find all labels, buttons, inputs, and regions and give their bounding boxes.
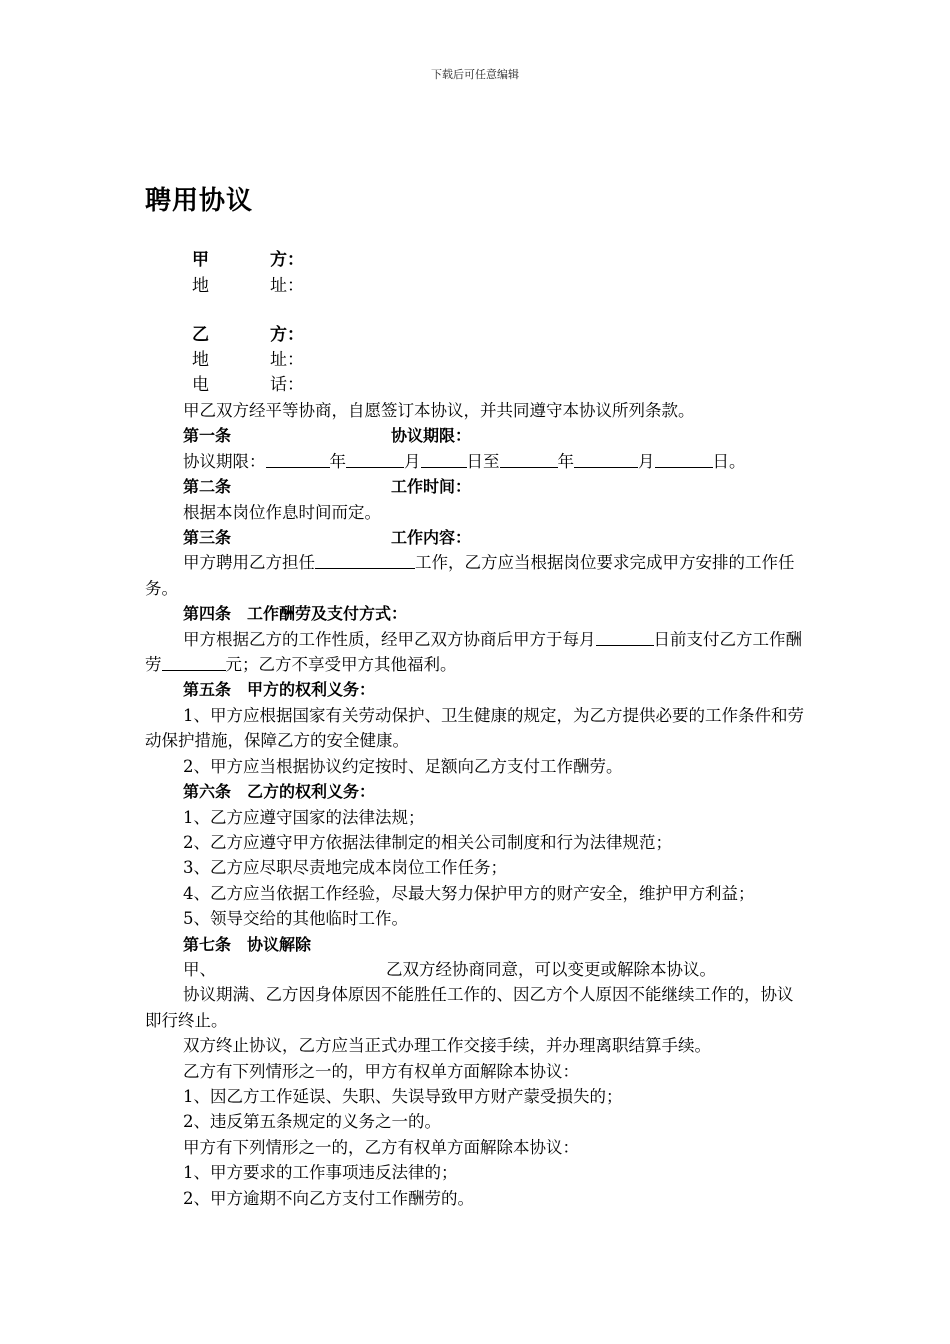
article-7-para-1: [145, 957, 807, 982]
month-label-2: 月: [638, 451, 655, 471]
agreement-body: [145, 398, 807, 1211]
article-3-text: [145, 550, 807, 601]
start-month-blank: [346, 449, 404, 468]
article-6-item-5: 5、领导交给的其他临时工作。: [183, 909, 408, 929]
article-7-para-8: 1、甲方要求的工作事项违反法律的；: [183, 1163, 458, 1183]
article-7-para-1-b: 乙双方经协商同意，可以变更或解除本协议。: [386, 959, 716, 979]
article-1-number: 第一条: [183, 426, 232, 446]
article-6-heading: 第六条 乙方的权利义务：: [183, 782, 376, 802]
party-b-label-1: 乙: [192, 325, 209, 345]
article-5-item-2: 2、甲方应当根据协议约定按时、足额向乙方支付工作酬劳。: [183, 756, 623, 776]
position-blank: [315, 550, 415, 569]
year-label: 年: [329, 451, 346, 471]
article-2-text: 根据本岗位作息时间而定。: [183, 502, 381, 522]
article-6-item-3: 3、乙方应尽职尽责地完成本岗位工作任务；: [183, 858, 507, 878]
intro-paragraph: 甲乙双方经平等协商，自愿签订本协议，并共同遵守本协议所列条款。: [183, 401, 695, 420]
article-7-para-2: 协议期满、乙方因身体原因不能胜任工作的、因乙方个人原因不能继续工作的，协议即行终止。: [145, 985, 794, 1030]
day-to-label: 日至: [466, 451, 500, 471]
article-7-para-6: 2、违反第五条规定的义务之一的。: [183, 1112, 441, 1132]
month-label: 月: [404, 451, 421, 471]
article-4-heading: 第四条 工作酬劳及支付方式：: [183, 604, 408, 624]
year-label-2: 年: [557, 451, 574, 471]
party-b-address-line: [192, 348, 304, 373]
end-month-blank: [574, 449, 638, 468]
pay-amount-blank: [162, 652, 226, 671]
party-a-address-line: [192, 274, 304, 299]
article-5-heading: 第五条 甲方的权利义务：: [183, 680, 376, 700]
article-2-heading: [145, 474, 807, 499]
article-7-para-9: 2、甲方逾期不向乙方支付工作酬劳的。: [183, 1188, 474, 1208]
article-4-text-a: 甲方根据乙方的工作性质，经甲乙双方协商后甲方于每月: [183, 629, 596, 649]
article-6-item-2: 2、乙方应遵守甲方依据法律制定的相关公司制度和行为法律规范；: [183, 832, 672, 852]
party-b-phone-label-2: 话：: [270, 375, 304, 395]
article-3-text-a: 甲方聘用乙方担任: [183, 553, 315, 573]
party-b-line: [192, 323, 304, 348]
start-year-blank: [266, 449, 330, 468]
article-7-para-1-a: 甲、: [183, 959, 216, 979]
article-7-heading: 第七条 协议解除: [183, 934, 312, 954]
article-7-para-5: 1、因乙方工作延误、失职、失误导致甲方财产蒙受损失的；: [183, 1086, 623, 1106]
party-b-address-label-2: 址：: [270, 350, 304, 370]
article-3-heading: [145, 525, 807, 550]
article-1-heading: [145, 423, 807, 448]
article-4-text-c: 元；乙方不享受甲方其他福利。: [225, 655, 457, 675]
article-3-number: 第三条: [183, 528, 232, 548]
party-a-label-1: 甲: [192, 250, 209, 270]
article-4-text-b: 日前支付乙方工作酬劳: [145, 629, 802, 675]
party-a-line: [192, 248, 304, 273]
article-7-para-7: 甲方有下列情形之一的，乙方有权单方面解除本协议：: [183, 1137, 579, 1157]
article-7-para-4: 乙方有下列情形之一的，甲方有权单方面解除本协议：: [183, 1061, 579, 1081]
top-note: 下载后可任意编辑: [431, 68, 519, 81]
end-year-blank: [500, 449, 558, 468]
party-a-address-label-1: 地: [192, 276, 209, 296]
article-6-item-4: 4、乙方应当依据工作经验，尽最大努力保护甲方的财产安全，维护甲方利益；: [183, 883, 755, 903]
article-2-number: 第二条: [183, 477, 232, 497]
term-label: 协议期限：: [183, 451, 266, 471]
party-a-label-2: 方：: [270, 250, 304, 270]
article-1-term-line: [145, 449, 807, 474]
party-b-address-label-1: 地: [192, 350, 209, 370]
article-2-title: 工作时间：: [391, 477, 472, 497]
day-label-2: 日。: [712, 451, 746, 471]
article-6-item-1: 1、乙方应遵守国家的法律法规；: [183, 807, 425, 827]
end-day-blank: [655, 449, 713, 468]
article-3-text-b: 工作，乙方应当根据岗位要求完成甲方安排的工作任务。: [145, 553, 795, 598]
party-a-address-label-2: 址：: [270, 276, 304, 296]
document-title: 聘用协议: [145, 186, 254, 216]
party-b-phone-label-1: 电: [192, 375, 209, 395]
article-7-para-3: 双方终止协议，乙方应当正式办理工作交接手续，并办理离职结算手续。: [183, 1036, 711, 1056]
pay-day-blank: [596, 627, 654, 646]
article-3-title: 工作内容：: [391, 528, 472, 548]
party-b-phone-line: [192, 373, 304, 398]
article-1-title: 协议期限：: [391, 426, 472, 446]
article-5-item-1: 1、甲方应根据国家有关劳动保护、卫生健康的规定，为乙方提供必要的工作条件和劳动保护措施，保障乙方的安全健康。: [145, 705, 804, 751]
party-b-label-2: 方：: [270, 325, 304, 345]
start-day-blank: [421, 449, 467, 468]
article-4-text: [145, 627, 807, 678]
